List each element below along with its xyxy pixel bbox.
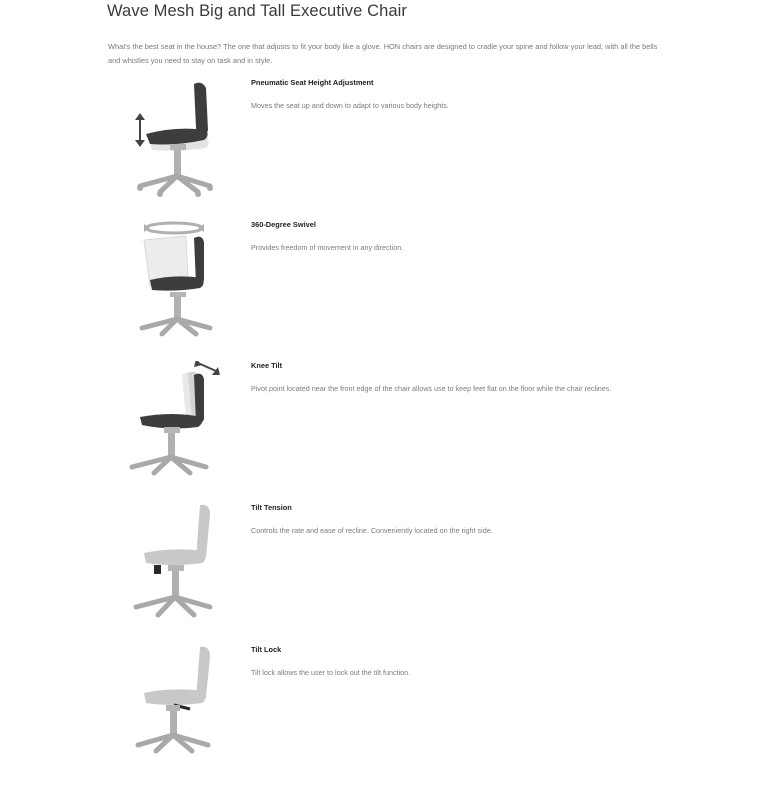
page-title: Wave Mesh Big and Tall Executive Chair — [107, 2, 408, 20]
feature-description: Controls the rate and ease of recline. Conveniently located on the right side. — [251, 526, 493, 535]
feature-knee-tilt — [0, 361, 768, 503]
feature-title: Tilt Tension — [251, 503, 292, 512]
feature-title: Knee Tilt — [251, 361, 283, 370]
chair-tilt-lock-icon — [110, 645, 240, 787]
intro-paragraph: What's the best seat in the house? The one that adjusts to fit your body like a glove. HON chairs are designed to cradle your spine and follow your lead, with all the bells and whistles you need to stay on task and in style. — [108, 42, 658, 65]
feature-tilt-lock — [0, 645, 768, 787]
chair-tilt-tension-icon — [110, 503, 240, 645]
feature-description: Tilt lock allows the user to lock out the tilt function. — [251, 668, 411, 677]
feature-title: Tilt Lock — [251, 645, 282, 654]
feature-description: Provides freedom of movement in any direction. — [251, 243, 404, 252]
chair-knee-tilt-icon — [110, 361, 240, 503]
feature-title: 360-Degree Swivel — [251, 220, 316, 229]
chair-swivel-icon — [110, 220, 240, 362]
feature-description: Moves the seat up and down to adapt to various body heights. — [251, 101, 449, 110]
feature-seat-height — [0, 78, 768, 220]
feature-description: Pivot point located near the front edge of the chair allows use to keep feet flat on the floor while the chair reclines. — [251, 384, 612, 393]
feature-title: Pneumatic Seat Height Adjustment — [251, 78, 374, 87]
feature-tilt-tension — [0, 503, 768, 645]
chair-height-icon — [110, 78, 240, 220]
feature-swivel — [0, 220, 768, 362]
